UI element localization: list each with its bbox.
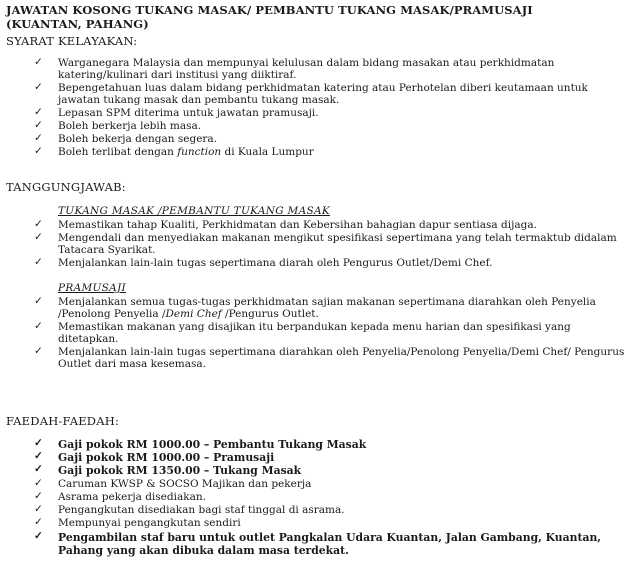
- pramusaji-list: [34, 296, 630, 371]
- syarat-list: [34, 57, 630, 159]
- document-title: [6, 3, 634, 31]
- check-icon: ✓: [34, 489, 43, 502]
- list-item: ✓ Warganegara Malaysia dan mempunyai kelulusan dalam bidang masakan atau perkhidmatan katering/kulinari dari institusi yang diiktiraf.: [34, 56, 555, 82]
- faedah-heading: FAEDAH-FAEDAH:: [6, 414, 120, 428]
- check-icon: ✓: [34, 144, 43, 157]
- list-item: ✓ Mengendali dan menyediakan makanan mengikut spesifikasi sepertimana yang telah termaktub didalam Tatacara Syarikat.: [34, 230, 617, 257]
- pramusaji-subheading: PRAMUSAJI: [58, 282, 126, 294]
- check-icon: ✓: [34, 295, 43, 307]
- list-item: ✓ Bepengetahuan luas dalam bidang perkhidmatan katering atau Perhotelan diberi keutamaan untuk jawatan tukang masak dan pembantu tukang masak.: [34, 81, 588, 107]
- faedah-list: [34, 478, 630, 530]
- list-item: ✓ Gaji pokok RM 1350.00 – Tukang Masak: [34, 463, 302, 477]
- list-item: ✓ Asrama pekerja disediakan.: [34, 489, 206, 503]
- check-icon: ✓: [34, 230, 43, 243]
- list-item: ✓ Boleh terlibat dengan function di Kuala Lumpur: [34, 144, 314, 158]
- list-item: ✓ Gaji pokok RM 1000.00 – Pembantu Tukang Masak: [34, 437, 367, 451]
- check-icon: ✓: [34, 463, 43, 475]
- check-icon: ✓: [34, 81, 43, 94]
- list-item: ✓ Pengangkutan disediakan bagi staf tinggal di asrama.: [34, 502, 345, 516]
- check-icon: ✓: [34, 320, 43, 333]
- list-item: ✓ Menjalankan lain-lain tugas sepertimana diarahkan oleh Penyelia/Penolong Penyelia/Demi Chef/ Pengurus Outlet dari masa kesemasa.: [34, 345, 625, 371]
- list-item: ✓ Boleh bekerja dengan segera.: [34, 131, 218, 145]
- check-icon: ✓: [34, 131, 43, 144]
- check-icon: ✓: [34, 218, 43, 230]
- check-icon: ✓: [34, 530, 43, 542]
- list-item: ✓ Caruman KWSP & SOCSO Majikan dan pekerja: [34, 477, 312, 490]
- list-item: ✓ Memastikan makanan yang disajikan itu berpandukan kepada menu harian dan spesifikasi yang ditetapkan.: [34, 320, 571, 346]
- title-line-2: (KUANTAN, PAHANG): [6, 17, 149, 31]
- check-icon: ✓: [34, 502, 43, 515]
- syarat-heading: SYARAT KELAYAKAN:: [6, 34, 138, 48]
- check-icon: ✓: [34, 477, 43, 489]
- list-item: ✓ Memastikan tahap Kualiti, Perkhidmatan dan Kebersihan bahagian dapur sentiasa dijaga.: [34, 218, 537, 231]
- list-item: ✓ Menjalankan lain-lain tugas sepertimana diarah oleh Pengurus Outlet/Demi Chef.: [34, 255, 493, 269]
- check-icon: ✓: [34, 437, 43, 449]
- list-item: ✓ Gaji pokok RM 1000.00 – Pramusaji: [34, 450, 275, 464]
- check-icon: ✓: [34, 56, 43, 68]
- check-icon: ✓: [34, 345, 43, 358]
- list-item: ✓ Menjalankan semua tugas-tugas perkhidmatan sajian makanan sepertimana diarahkan oleh Penyelia /Penolong Penyelia /Demi Chef /Pengurus Outlet.: [34, 295, 596, 321]
- list-item: ✓ Mempunyai pengangkutan sendiri: [34, 515, 241, 529]
- check-icon: ✓: [34, 255, 43, 268]
- list-item: ✓ Pengambilan staf baru untuk outlet Pangkalan Udara Kuantan, Jalan Gambang, Kuantan, Pahang yang akan dibuka dalam masa terdekat.: [34, 530, 602, 557]
- title-line-1: JAWATAN KOSONG TUKANG MASAK/ PEMBANTU TUKANG MASAK/PRAMUSAJI: [6, 3, 533, 17]
- list-item: ✓ Boleh berkerja lebih masa.: [34, 119, 202, 133]
- tukang-masak-list: [34, 219, 630, 270]
- faedah-outlet-list: [34, 531, 630, 557]
- check-icon: ✓: [34, 450, 43, 462]
- check-icon: ✓: [34, 106, 43, 119]
- check-icon: ✓: [34, 515, 43, 528]
- list-item: ✓ Lepasan SPM diterima untuk jawatan pramusaji.: [34, 106, 319, 120]
- tanggungjawab-heading: TANGGUNGJAWAB:: [6, 180, 126, 194]
- faedah-gaji-list: [34, 438, 630, 477]
- check-icon: ✓: [34, 119, 43, 132]
- tukang-masak-subheading: TUKANG MASAK /PEMBANTU TUKANG MASAK: [58, 205, 330, 217]
